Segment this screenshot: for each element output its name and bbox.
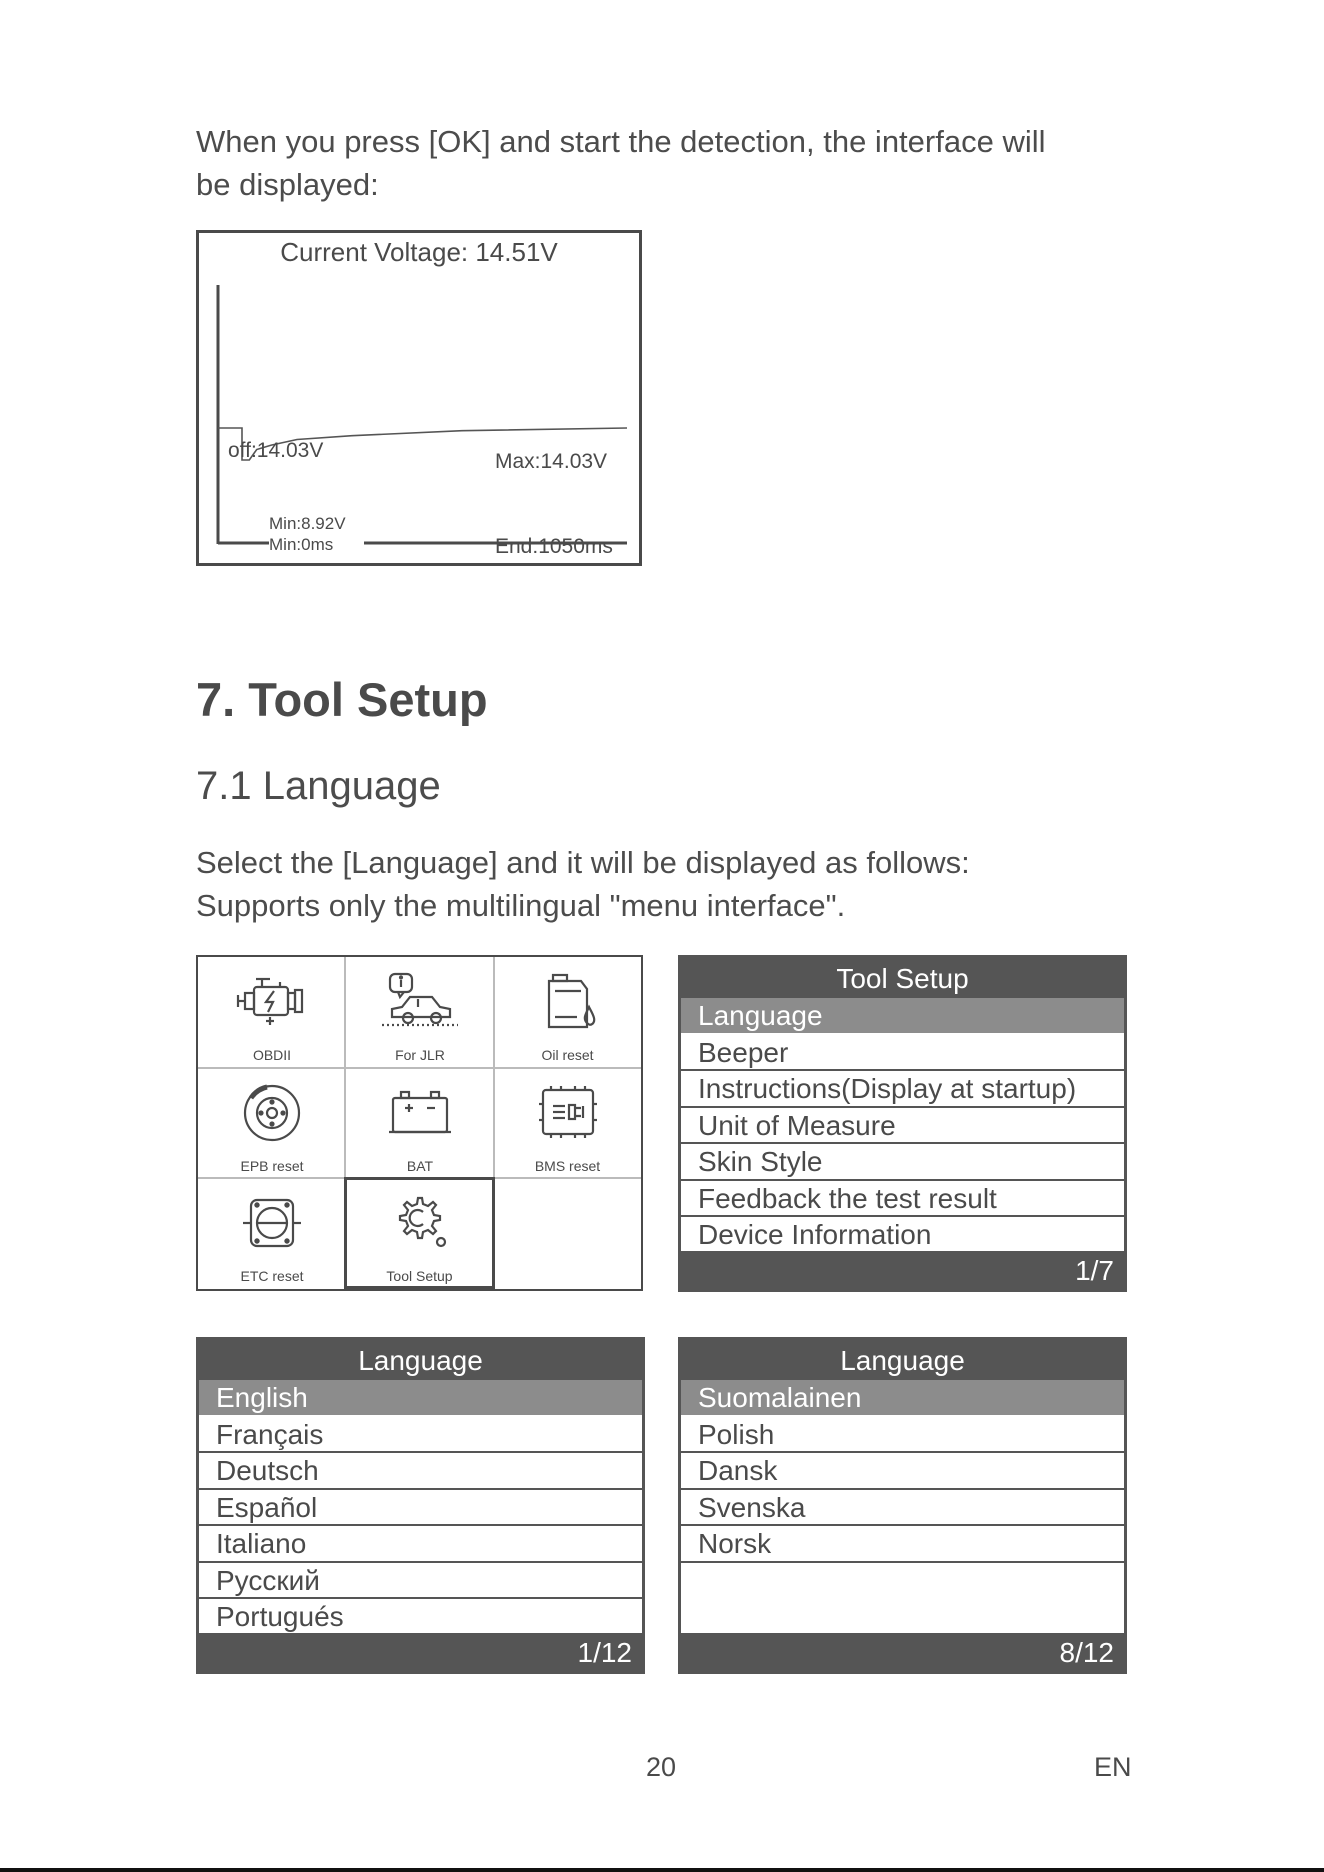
language-screen-page-1 — [196, 1337, 645, 1674]
menu-item-label: OBDII — [252, 1047, 292, 1063]
off-voltage-label: off:14.03V — [228, 439, 324, 462]
menu-item-label: For JLR — [395, 1047, 445, 1063]
intro-line-1: When you press [OK] and start the detection, the interface will — [196, 124, 1046, 159]
intro-line-2: be displayed: — [196, 167, 379, 202]
screen-title: Language — [199, 1340, 642, 1380]
section-paragraph-line-1: Select the [Language] and it will be displayed as follows: — [196, 845, 970, 880]
list-item-francais[interactable]: Français — [199, 1417, 642, 1454]
end-time-label: End:1050ms — [495, 535, 613, 558]
page-indicator: 1/7 — [681, 1251, 1124, 1289]
list-item-beeper[interactable]: Beeper — [681, 1035, 1124, 1072]
menu-item-etc-reset[interactable] — [198, 1178, 346, 1289]
section-paragraph-line-2: Supports only the multilingual "menu interface". — [196, 888, 846, 923]
intro-text — [196, 120, 1046, 206]
list-item-instructions[interactable]: Instructions(Display at startup) — [681, 1071, 1124, 1108]
list-item-italiano[interactable]: Italiano — [199, 1526, 642, 1563]
language-list — [199, 1380, 642, 1636]
list-item-deutsch[interactable]: Deutsch — [199, 1453, 642, 1490]
voltage-chart — [199, 233, 639, 563]
tool-setup-list — [681, 998, 1124, 1254]
engine-icon — [198, 971, 346, 1036]
list-item-skin-style[interactable]: Skin Style — [681, 1144, 1124, 1181]
voltage-title: Current Voltage: 14.51V — [280, 237, 558, 267]
min-voltage-label: Min:8.92V — [269, 514, 346, 533]
menu-item-oil-reset[interactable] — [494, 957, 641, 1068]
min-time-label: Min:0ms — [269, 535, 334, 554]
list-item-feedback[interactable]: Feedback the test result — [681, 1181, 1124, 1218]
car-info-icon — [346, 971, 494, 1038]
oil-can-icon — [494, 971, 641, 1038]
menu-item-label: Tool Setup — [386, 1268, 453, 1284]
language-list — [681, 1380, 1124, 1563]
language-screen-page-8 — [678, 1337, 1127, 1674]
brake-disc-icon — [198, 1082, 346, 1149]
menu-item-label: ETC reset — [240, 1268, 304, 1284]
menu-item-bat[interactable] — [346, 1068, 494, 1178]
menu-item-epb-reset[interactable] — [198, 1068, 346, 1178]
list-item-espanol[interactable]: Español — [199, 1490, 642, 1527]
language-code: EN — [1094, 1752, 1132, 1782]
list-item-english[interactable]: English — [199, 1380, 642, 1417]
bottom-rule — [0, 1868, 1324, 1872]
section-subheading: 7.1 Language — [196, 764, 441, 808]
page-indicator: 8/12 — [681, 1633, 1124, 1671]
list-item-portugues[interactable]: Portugués — [199, 1599, 642, 1636]
menu-item-bms-reset[interactable] — [494, 1068, 641, 1178]
menu-item-label: BAT — [406, 1158, 434, 1174]
list-item-polish[interactable]: Polish — [681, 1417, 1124, 1454]
menu-item-obdii[interactable] — [198, 957, 346, 1068]
list-item-device-information[interactable]: Device Information — [681, 1217, 1124, 1254]
page-number: 20 — [645, 1752, 677, 1782]
menu-item-label: EPB reset — [240, 1158, 304, 1174]
menu-item-for-jlr[interactable] — [346, 957, 494, 1068]
gear-icon — [347, 1192, 492, 1259]
menu-item-label: Oil reset — [541, 1047, 594, 1063]
main-menu-grid — [196, 955, 643, 1291]
list-item-unit-of-measure[interactable]: Unit of Measure — [681, 1108, 1124, 1145]
list-item-svenska[interactable]: Svenska — [681, 1490, 1124, 1527]
voltage-detection-screen — [196, 230, 642, 566]
screen-title: Language — [681, 1340, 1124, 1380]
menu-item-tool-setup[interactable] — [344, 1177, 495, 1289]
bms-icon — [494, 1082, 641, 1149]
list-item-dansk[interactable]: Dansk — [681, 1453, 1124, 1490]
max-voltage-label: Max:14.03V — [495, 450, 608, 473]
throttle-icon — [198, 1192, 346, 1259]
section-heading: 7. Tool Setup — [196, 673, 488, 726]
list-item-language[interactable]: Language — [681, 998, 1124, 1035]
page-indicator: 1/12 — [199, 1633, 642, 1671]
screen-title: Tool Setup — [681, 958, 1124, 998]
list-item-russian[interactable]: Русский — [199, 1563, 642, 1600]
tool-setup-screen — [678, 955, 1127, 1292]
menu-item-label: BMS reset — [534, 1158, 601, 1174]
list-item-suomalainen[interactable]: Suomalainen — [681, 1380, 1124, 1417]
section-paragraph — [196, 841, 970, 927]
battery-icon — [346, 1082, 494, 1149]
list-item-norsk[interactable]: Norsk — [681, 1526, 1124, 1563]
